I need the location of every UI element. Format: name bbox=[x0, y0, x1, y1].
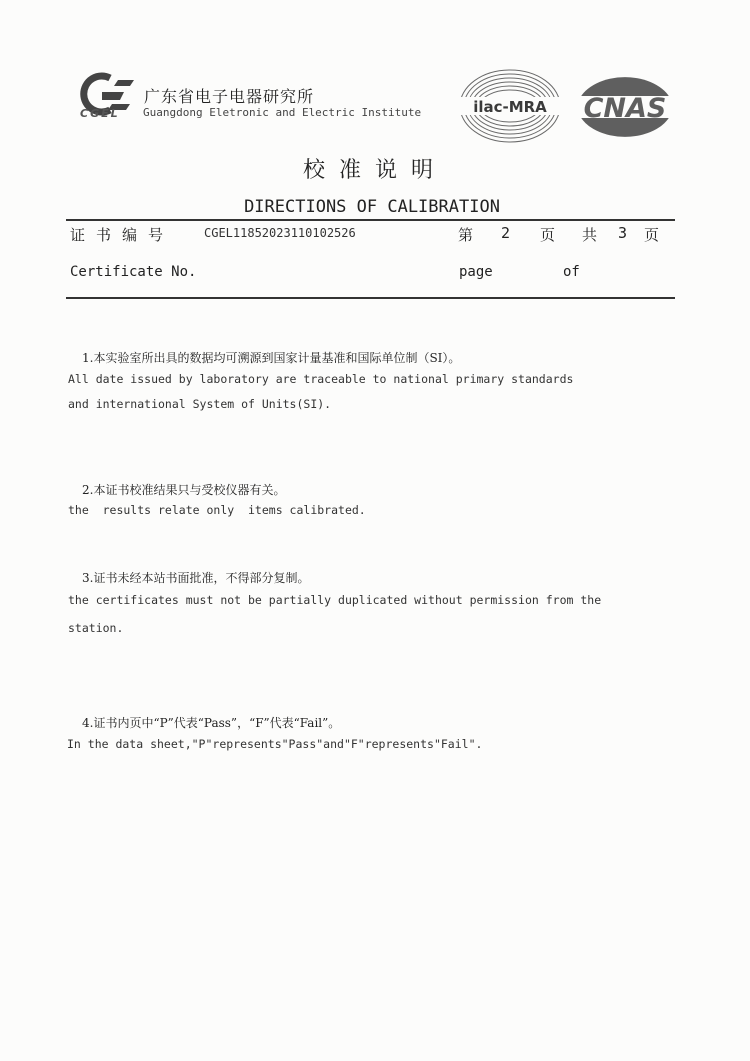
of-label-en: of bbox=[563, 264, 580, 280]
institute-name-en: Guangdong Eletronic and Electric Institute bbox=[143, 106, 422, 119]
cgel-logo-text: CGEL bbox=[80, 107, 120, 120]
page-prefix-cn: 第 bbox=[458, 226, 474, 244]
item-1-en-line-2: and international System of Units(SI). bbox=[68, 397, 332, 411]
item-4-en-line-1: In the data sheet,"P"represents"Pass"and"F"represents"Fail". bbox=[67, 737, 483, 751]
header-rule-bottom bbox=[66, 297, 675, 299]
item-3-cn: 3.证书未经本站书面批准，不得部分复制。 bbox=[82, 571, 310, 585]
item-2-cn: 2.本证书校准结果只与受校仪器有关。 bbox=[82, 483, 286, 497]
certificate-label-cn: 证书编号 bbox=[70, 226, 175, 244]
total-prefix-cn: 共 bbox=[582, 226, 598, 244]
item-4-cn: 4.证书内页中“P”代表“Pass”，“F”代表“Fail”。 bbox=[82, 716, 341, 730]
item-3-en-line-1: the certificates must not be partially duplicated without permission from the bbox=[68, 593, 602, 607]
title-en: DIRECTIONS OF CALIBRATION bbox=[244, 197, 500, 217]
title-cn: 校准说明 bbox=[302, 158, 447, 183]
total-pages: 3 bbox=[618, 224, 628, 242]
ilac-mra-text: ilac-MRA bbox=[473, 98, 547, 116]
header-rule-top bbox=[66, 219, 675, 221]
page-label-en: page bbox=[459, 264, 493, 280]
total-unit-cn: 页 bbox=[644, 226, 660, 244]
cnas-text: CNAS bbox=[583, 93, 667, 124]
item-1-en-line-1: All date issued by laboratory are traceable to national primary standards bbox=[68, 372, 574, 386]
certificate-number: CGEL11852023110102526 bbox=[204, 226, 356, 240]
cnas-logo bbox=[573, 70, 677, 144]
item-2-en-line-1: the results relate only items calibrated. bbox=[68, 503, 366, 517]
item-3-en-line-2: station. bbox=[68, 621, 124, 635]
certificate-label-en: Certificate No. bbox=[70, 264, 197, 280]
ilac-mra-logo bbox=[455, 66, 565, 146]
page-number: 2 bbox=[501, 224, 511, 242]
item-1-cn: 1.本实验室所出具的数据均可溯源到国家计量基准和国际单位制（SI）。 bbox=[82, 351, 461, 365]
institute-name-cn: 广东省电子电器研究所 bbox=[144, 87, 315, 106]
page-unit-cn: 页 bbox=[540, 226, 556, 244]
